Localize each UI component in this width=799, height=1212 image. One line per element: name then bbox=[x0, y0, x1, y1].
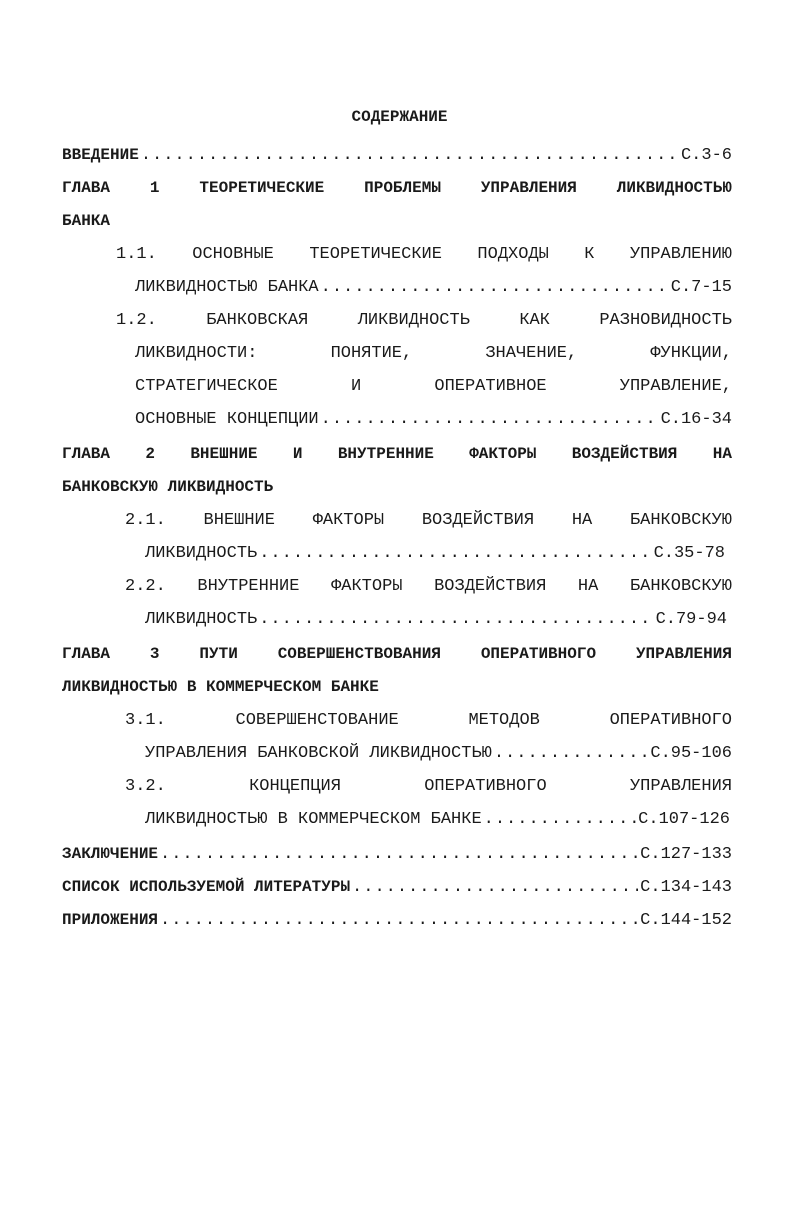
entry-label: ЛИКВИДНОСТЬ bbox=[145, 610, 258, 629]
chapter-3-heading bbox=[62, 643, 732, 665]
word: БАНКОВСКУЮ bbox=[629, 577, 732, 596]
word: УПРАВЛЕНИЯ bbox=[480, 179, 577, 197]
page-ref: С.144-152 bbox=[640, 911, 732, 930]
word: 1 bbox=[149, 179, 160, 197]
page-ref: С.7-15 bbox=[670, 278, 732, 297]
word: ЛИКВИДНОСТЬЮ bbox=[616, 179, 732, 197]
word: ЛИКВИДНОСТЬ bbox=[357, 311, 470, 330]
page-ref: С.35-78 bbox=[653, 544, 725, 563]
word: 1.1. bbox=[116, 245, 157, 264]
word: 3 bbox=[149, 645, 160, 663]
word: ГЛАВА bbox=[62, 179, 111, 197]
leader-dots bbox=[141, 145, 679, 167]
entry-label: СПИСОК ИСПОЛЬЗУЕМОЙ ЛИТЕРАТУРЫ bbox=[62, 878, 351, 896]
section-3-1-line2 bbox=[145, 743, 732, 765]
section-3-1-line1 bbox=[125, 710, 732, 732]
section-1-1-line2 bbox=[135, 277, 732, 299]
leader-dots bbox=[259, 609, 653, 631]
word: ТЕОРЕТИЧЕСКИЕ bbox=[309, 245, 442, 264]
chapter-2-heading-cont: БАНКОВСКУЮ ЛИКВИДНОСТЬ bbox=[62, 478, 274, 496]
section-3-2-line2 bbox=[145, 809, 730, 831]
word: ПУТИ bbox=[199, 645, 238, 663]
word: ОПЕРАТИВНОЕ bbox=[434, 377, 547, 396]
word: ВОЗДЕЙСТВИЯ bbox=[434, 577, 547, 596]
chapter-1-heading-cont: БАНКА bbox=[62, 212, 111, 230]
toc-entry-conclusion bbox=[62, 843, 732, 865]
word: 1.2. bbox=[116, 311, 157, 330]
section-1-2-line2 bbox=[135, 343, 732, 365]
toc-entry-intro bbox=[62, 144, 732, 166]
entry-label: ЗАКЛЮЧЕНИЕ bbox=[62, 845, 159, 863]
leader-dots bbox=[160, 910, 638, 932]
section-1-1-line1 bbox=[116, 244, 732, 266]
word: ПОДХОДЫ bbox=[477, 245, 549, 264]
word: ОПЕРАТИВНОГО bbox=[609, 711, 732, 730]
word: КОНЦЕПЦИЯ bbox=[249, 777, 341, 796]
section-2-1-line1 bbox=[125, 510, 732, 532]
word: ПОНЯТИЕ, bbox=[330, 344, 413, 363]
word: МЕТОДОВ bbox=[468, 711, 540, 730]
word: УПРАВЛЕНИЯ bbox=[629, 777, 732, 796]
section-1-2-line4 bbox=[135, 409, 732, 431]
word: 2 bbox=[145, 445, 155, 463]
word: ЛИКВИДНОСТИ: bbox=[135, 344, 258, 363]
entry-label: УПРАВЛЕНИЯ БАНКОВСКОЙ ЛИКВИДНОСТЬЮ bbox=[145, 744, 492, 763]
word: СОВЕРШЕНСТВОВАНИЯ bbox=[277, 645, 441, 663]
leader-dots bbox=[352, 877, 638, 899]
page-ref: С.95-106 bbox=[650, 744, 732, 763]
word: ФАКТОРЫ bbox=[331, 577, 403, 596]
entry-label: ОСНОВНЫЕ КОНЦЕПЦИИ bbox=[135, 410, 319, 429]
word: ОПЕРАТИВНОГО bbox=[480, 645, 597, 663]
word: ФАКТОРЫ bbox=[469, 445, 537, 463]
page-ref: С.79-94 bbox=[655, 610, 727, 629]
word: ОСНОВНЫЕ bbox=[192, 245, 274, 264]
word: БАНКОВСКАЯ bbox=[206, 311, 309, 330]
word: НА bbox=[571, 511, 593, 530]
section-3-2-line1 bbox=[125, 776, 732, 798]
word: СОВЕРШЕНСТОВАНИЕ bbox=[235, 711, 399, 730]
page-ref: С.16-34 bbox=[660, 410, 732, 429]
word: ФАКТОРЫ bbox=[312, 511, 385, 530]
entry-label: ПРИЛОЖЕНИЯ bbox=[62, 911, 159, 929]
page-title: СОДЕРЖАНИЕ bbox=[351, 108, 448, 126]
word: И bbox=[351, 377, 362, 396]
word: УПРАВЛЕНИЕ, bbox=[619, 377, 732, 396]
word: КАК bbox=[519, 311, 550, 330]
toc-entry-appendix bbox=[62, 909, 732, 931]
chapter-1-heading bbox=[62, 177, 732, 199]
leader-dots bbox=[484, 809, 637, 831]
toc-entry-literature bbox=[62, 876, 732, 898]
word: 3.1. bbox=[125, 711, 166, 730]
word: ГЛАВА bbox=[62, 445, 111, 463]
entry-label: ЛИКВИДНОСТЬЮ БАНКА bbox=[135, 278, 319, 297]
word: РАЗНОВИДНОСТЬ bbox=[599, 311, 732, 330]
word: СТРАТЕГИЧЕСКОЕ bbox=[135, 377, 278, 396]
word: БАНКОВСКУЮ bbox=[629, 511, 732, 530]
word: ЗНАЧЕНИЕ, bbox=[485, 344, 578, 363]
chapter-2-heading bbox=[62, 443, 732, 465]
word: ВНЕШНИЕ bbox=[190, 445, 258, 463]
page-ref: С.107-126 bbox=[638, 810, 730, 829]
entry-label: ЛИКВИДНОСТЬ bbox=[145, 544, 258, 563]
chapter-3-heading-cont: ЛИКВИДНОСТЬЮ В КОММЕРЧЕСКОМ БАНКЕ bbox=[62, 678, 379, 696]
word: ВОЗДЕЙСТВИЯ bbox=[421, 511, 535, 530]
leader-dots bbox=[259, 543, 651, 565]
section-2-1-line2 bbox=[145, 543, 725, 565]
word: 2.1. bbox=[125, 511, 166, 530]
leader-dots bbox=[321, 277, 669, 299]
word: ВНУТРЕННИЕ bbox=[197, 577, 300, 596]
entry-label: ЛИКВИДНОСТЬЮ В КОММЕРЧЕСКОМ БАНКЕ bbox=[145, 810, 482, 829]
section-1-2-line3 bbox=[135, 376, 732, 398]
word: 3.2. bbox=[125, 777, 166, 796]
word: ГЛАВА bbox=[62, 645, 111, 663]
section-1-2-line1 bbox=[116, 310, 732, 332]
word: ВНЕШНИЕ bbox=[203, 511, 275, 530]
leader-dots bbox=[160, 844, 638, 866]
entry-label: ВВЕДЕНИЕ bbox=[62, 146, 139, 164]
page-ref: С.3-6 bbox=[680, 146, 732, 165]
word: ОПЕРАТИВНОГО bbox=[424, 777, 547, 796]
section-2-2-line2 bbox=[145, 609, 727, 631]
word: УПРАВЛЕНИЯ bbox=[635, 645, 732, 663]
word: 2.2. bbox=[125, 577, 166, 596]
word: НА bbox=[712, 445, 732, 463]
page-ref: С.134-143 bbox=[640, 878, 732, 897]
word: ПРОБЛЕМЫ bbox=[364, 179, 441, 197]
word: К bbox=[584, 245, 595, 264]
word: НА bbox=[577, 577, 599, 596]
leader-dots bbox=[321, 409, 659, 431]
page-ref: С.127-133 bbox=[640, 845, 732, 864]
word: УПРАВЛЕНИЮ bbox=[629, 245, 732, 264]
word: ФУНКЦИИ, bbox=[650, 344, 732, 363]
leader-dots bbox=[494, 743, 649, 765]
section-2-2-line1 bbox=[125, 576, 732, 598]
word: ВНУТРЕННИЕ bbox=[337, 445, 434, 463]
word: И bbox=[292, 445, 303, 463]
word: ТЕОРЕТИЧЕСКИЕ bbox=[199, 179, 325, 197]
word: ВОЗДЕЙСТВИЯ bbox=[571, 445, 678, 463]
